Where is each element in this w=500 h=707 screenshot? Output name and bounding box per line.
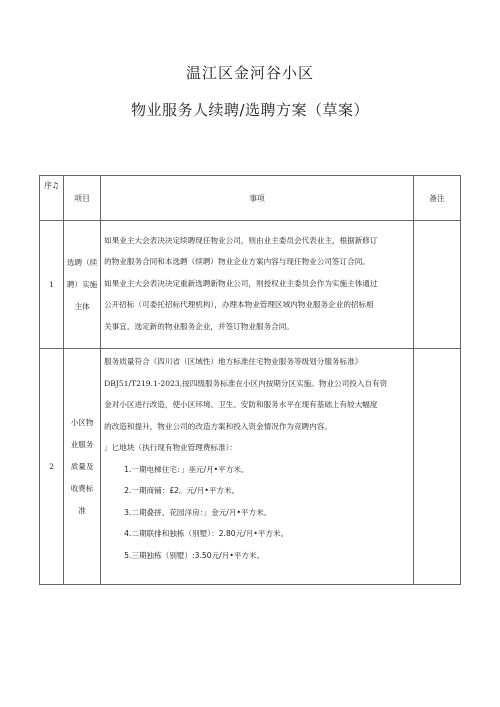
table-row: [40, 221, 461, 349]
row-item-line: 质量及: [70, 461, 94, 471]
plan-table: [39, 175, 461, 585]
fee-line: 2.一期商铺：£2。元/月•平方米。: [124, 486, 240, 495]
document-subtitle: 物业服务人续聘/选聘方案（草案）: [130, 101, 370, 119]
matter-line: 的改造和提升，物业公司的改造方案和投入资金情况作为竞聘内容。: [104, 421, 332, 431]
row-item: [64, 349, 101, 585]
row-item-line: 主体: [74, 301, 90, 311]
header-matter: 事项: [101, 176, 414, 221]
matter-line: 」匕地块（执行现有物业管理费标准）：: [104, 443, 238, 452]
header-seq: 序♫: [40, 176, 64, 221]
row-note: [413, 221, 460, 349]
matter-line: 如果业主大会表决决定续聘现任物业公司，则由业主委员会代表业主，根据新修订: [104, 235, 378, 245]
fee-line: 5.三期独栋（别墅）:3.50元/月•平方米。: [124, 550, 265, 560]
table-row: [40, 349, 461, 585]
fee-line: 4.二期联排和独栋（别墅）：2.80元/月•平方米。: [124, 529, 289, 538]
matter-line: 的物业服务合同和本选聘（续聘）物业企业方案内容与现任物业公司签订合同。: [104, 257, 370, 267]
row-note: [413, 349, 460, 585]
matter-line: DBJ51/T219.1-2023,按四级服务标准在小区内按期分区实施。物业公司投入自有资: [104, 378, 388, 388]
row-item-line: 收费标: [70, 483, 94, 493]
matter-line: 公开招标（可委托招标代理机构），办理本物业管理区域内物业服务企业的招标相: [104, 300, 374, 310]
document-title: 温江区金河谷小区: [185, 64, 314, 82]
row-item-line: 聘）实施: [66, 279, 98, 289]
row-item: [64, 221, 101, 349]
row-matter: [101, 221, 414, 349]
table-header-row: [40, 176, 461, 221]
header-item: 项目: [64, 176, 101, 221]
row-item-line: 业服务: [70, 439, 94, 449]
fee-line: 3.二期叠拼、花园洋房：」金元/月•平方米。: [124, 507, 272, 517]
matter-line: 服务质量符合《四川省（区域性）地方标准住宅物业服务等级划分服务标准》: [104, 357, 363, 366]
header-note: 备注: [413, 176, 460, 221]
row-matter: [101, 349, 414, 585]
fee-line: 1.一期电梯住宅：」巫元/月•平方米。: [124, 464, 249, 474]
matter-line: 关事宜，选定新的物业服务企业，并签订物业服务合同。: [104, 321, 294, 331]
row-item-line: 选聘（续: [66, 257, 98, 267]
row-item-line: 小区物: [70, 417, 94, 427]
row-seq: 2: [40, 349, 64, 585]
matter-line: 如果业主大会表决决定重新选聘新物业公司，则授权业主委员会作为实施主体通过: [104, 278, 378, 288]
row-item-line: 准: [78, 505, 86, 515]
matter-line: 金对小区进行改造，使小区环境、卫生、安防和服务水平在现有基础上有较大幅度: [104, 400, 378, 409]
row-seq: 1: [40, 221, 64, 349]
